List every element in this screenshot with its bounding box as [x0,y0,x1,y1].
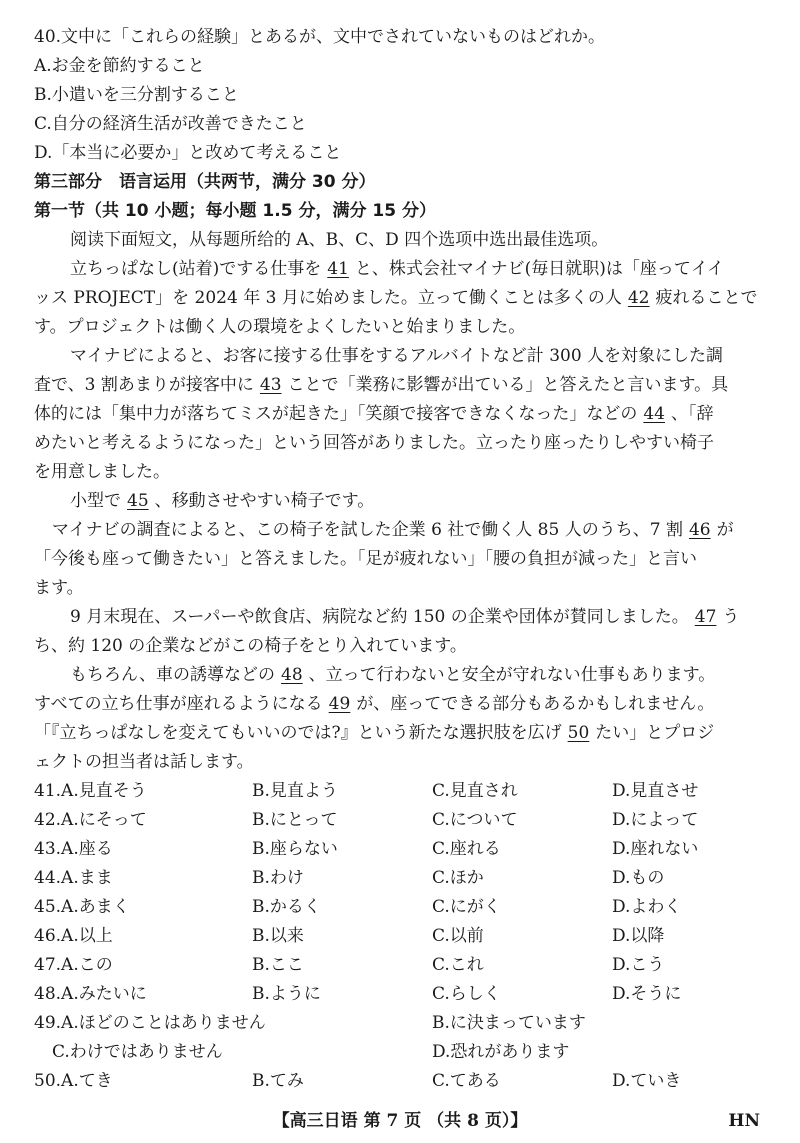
blank-41: 41 [327,259,349,279]
passage-line [70,606,800,628]
choice-44-c: C.ほか [432,868,484,888]
passage-line [70,258,800,280]
choice-41-b: B.見直よう [252,781,338,801]
q40-option-a: A.お金を節約すること [34,56,205,76]
passage-text: 査で、3 割あまりが接客中に [34,375,254,395]
choice-44-a: 44.A.まま [34,868,113,888]
passage-text: が、座ってできる部分もあるかもしれません。 [356,694,715,714]
choice-50-d: D.ていき [612,1071,682,1091]
passage-text: もちろん、車の誘導などの [70,665,276,685]
passage-line [34,287,774,309]
passage-text: すべての立ち仕事が座れるようになる [34,694,323,714]
passage-text: ことで「業務に影響が出ている」と答えたと言います。具 [287,375,729,395]
choice-46-a: 46.A.以上 [34,926,113,946]
choice-48-b: B.ように [252,984,321,1004]
choice-46-b: B.以来 [252,926,304,946]
choice-43-b: B.座らない [252,839,338,859]
choice-42-a: 42.A.にそって [34,810,147,830]
q40-option-d: D.「本当に必要か」と改めて考えること [34,143,342,163]
choice-49-d: D.恐れがあります [432,1042,570,1062]
choice-50-a: 50.A.てき [34,1071,113,1091]
passage-text: 立ちっぱなし(站着)でする仕事を [70,259,322,279]
choice-46-c: C.以前 [432,926,484,946]
choice-47-d: D.こう [612,955,665,975]
passage-line [34,374,774,396]
choice-42-c: C.について [432,810,518,830]
passage-text: 疲れることで [655,288,758,308]
choice-45-b: B.かるく [252,897,321,917]
passage-text: 9 月末現在、スーパーや飲食店、病院など約 150 の企業や団体が賛同しました。 [70,607,689,627]
choice-50-b: B.てみ [252,1071,304,1091]
choice-45-c: C.にがく [432,897,501,917]
choice-42-d: D.によって [612,810,699,830]
blank-42: 42 [627,288,650,308]
blank-47: 47 [694,607,717,627]
passage-line: 「今後も座って働きたい」と答えました。「足が疲れない」「腰の負担が減った」と言い [34,549,697,569]
passage-text: 体的には「集中力が落ちてミスが起きた」「笑顔で接客できなくなった」などの [34,404,638,424]
passage-text: 、「辞 [670,404,714,424]
choice-43-d: D.座れない [612,839,699,859]
choice-47-b: B.ここ [252,955,304,975]
passage-line [70,664,800,686]
passage-line: す。プロジェクトは働く人の環境をよくしたいと始まりました。 [34,317,526,337]
choice-43-c: C.座れる [432,839,501,859]
passage-text: 「『立ちっぱなしを変えてもいいのでは?』という新たな選択肢を広げ [34,723,562,743]
q40-stem: 40.文中に「これらの経験」とあるが、文中でされていないものはどれか。 [34,27,606,47]
passage-line: ち、約 120 の企業などがこの椅子をとり入れています。 [34,636,467,656]
choice-47-a: 47.A.この [34,955,113,975]
passage-line [34,722,774,744]
choice-47-c: C.これ [432,955,484,975]
blank-49: 49 [328,694,351,714]
choice-45-d: D.よわく [612,897,682,917]
q40-option-c: C.自分の経済生活が改善できたこと [34,114,307,134]
blank-50: 50 [567,723,590,743]
passage-text: たい」とプロジ [595,723,715,743]
choice-49-b: B.に決まっています [432,1013,586,1033]
passage-line: めたいと考えるようになった」という回答がありました。立ったり座ったりしやすい椅子 [34,433,714,453]
passage-text: と、株式会社マイナビ(毎日就职)は「座ってイイ [354,259,724,279]
section-part-heading: 第三部分 语言运用（共两节，满分 30 分） [34,172,376,192]
passage-line: ェクトの担当者は話します。 [34,752,254,772]
choice-48-d: D.そうに [612,984,682,1004]
passage-text: ッス PROJECT」を 2024 年 3 月に始めました。立って働くことは多くの人 [34,288,622,308]
passage-line [70,490,800,512]
choice-46-d: D.以降 [612,926,665,946]
blank-48: 48 [281,665,303,685]
passage-line [34,693,774,715]
choice-41-c: C.見直され [432,781,518,801]
q40-option-b: B.小遣いを三分割すること [34,85,239,105]
choice-48-c: C.らしく [432,984,501,1004]
passage-line: ます。 [34,578,84,598]
region-code: HN [728,1111,760,1131]
choice-44-d: D.もの [612,868,665,888]
blank-44: 44 [643,404,665,424]
passage-text: う [722,607,740,627]
section-subsection-heading: 第一节（共 10 小题；每小题 1.5 分，满分 15 分） [34,201,436,221]
passage-text: 、立って行わないと安全が守れない仕事もあります。 [308,665,716,685]
choice-48-a: 48.A.みたいに [34,984,147,1004]
passage-text: 、移動させやすい椅子です。 [154,491,375,511]
choice-45-a: 45.A.あまく [34,897,130,917]
choice-44-b: B.わけ [252,868,304,888]
blank-46: 46 [688,520,711,540]
section-instruction: 阅读下面短文，从每题所给的 A、B、C、D 四个选项中选出最佳选项。 [70,230,609,250]
passage-line [52,519,792,541]
passage-line [34,403,774,425]
choice-49-c: C.わけではありません [52,1042,223,1062]
passage-line: マイナビによると、お客に接する仕事をするアルバイトなど計 300 人を対象にした調 [70,346,724,366]
passage-text: 小型で [70,491,121,511]
blank-45: 45 [127,491,149,511]
choice-42-b: B.にとって [252,810,338,830]
choice-41-d: D.見直させ [612,781,699,801]
choice-49-a: 49.A.ほどのことはありません [34,1013,266,1033]
choice-41-a: 41.A.見直そう [34,781,147,801]
passage-text: が [716,520,734,540]
choice-43-a: 43.A.座る [34,839,113,859]
blank-43: 43 [259,375,282,395]
passage-text: マイナビの調査によると、この椅子を試した企業 6 社で働く人 85 人のうち、7 割 [52,520,683,540]
choice-50-c: C.てある [432,1071,501,1091]
passage-line: を用意しました。 [34,462,170,482]
page-number: 【高三日语 第 7 页 （共 8 页）】 [272,1111,528,1131]
